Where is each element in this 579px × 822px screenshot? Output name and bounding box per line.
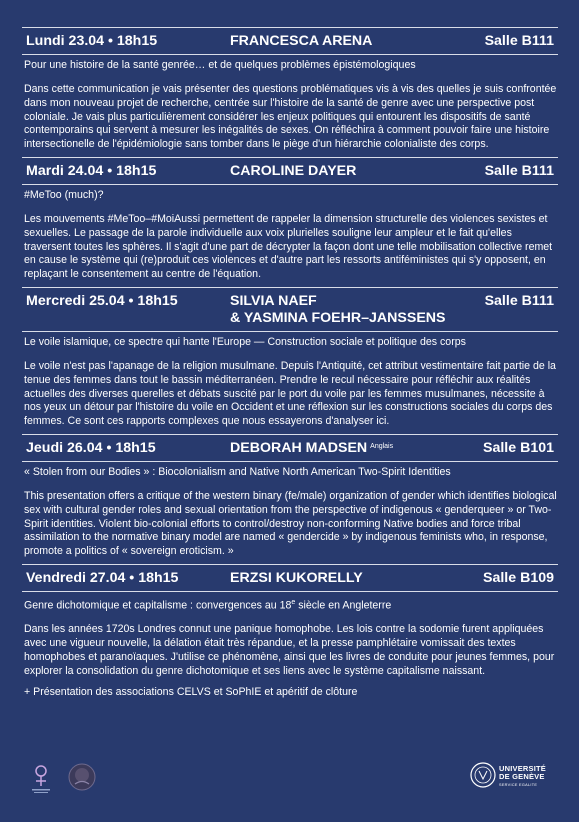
event-title [22, 592, 558, 613]
event-date: Mardi 24.04 • 18h15 [26, 162, 157, 179]
event-speakers [230, 293, 476, 327]
event-title: #MeToo (much)? [24, 188, 104, 201]
university-service: SERVICE EGALITE [499, 783, 538, 787]
event-date: Jeudi 26.04 • 18h15 [26, 439, 156, 456]
event-room: Salle B111 [484, 33, 554, 49]
event-abstract: This presentation offers a critique of the western binary (fe/male) organization of gender which identifies biological sex with cultural gender roles and sexual orientation from the perspective of indigenous « genderqueer » or Two-Spirit identities. Violent bio-colonial efforts to control/destroy non-conforming Native bodies and force tribal assimilation to the normative binary model are named « gendercide » by indigenous feminists who, in response, promote a politics of « sovereign eroticism. » [24, 489, 557, 558]
event-abstract: Dans cette communication je vais présenter des questions problématiques vis à vis des quelles je suis confrontée dans mon nouveau projet de recherche, centrée sur l'histoire de la santé de genre avec une perspective post coloniale. Je vais plus particulièrement considérer les enjeux politiques qui entourent les dispositifs de santé contemporains qui servent à mesurer les inégalités de sexes. On réfléchira à comment pouvoir faire une histoire intersectionelle de l'épidémiologie sans tomber dans le piège d'un hiérarchie colonialiste des corps. [24, 83, 557, 151]
event-header [22, 565, 558, 591]
university-line2: DE GENÈVE [499, 772, 545, 781]
event-room: Salle B111 [484, 292, 554, 309]
closing-note: + Présentation des associations CELVS et SoPhIE et apéritif de clôture [24, 685, 358, 698]
event-speaker: FRANCESCA ARENA [230, 33, 373, 49]
event-wednesday [22, 287, 558, 434]
celvs-logo-icon [30, 764, 52, 796]
event-abstract: Dans les années 1720s Londres connut une panique homophobe. Les lois contre la sodomie furent appliquées avec une vigueur nouvelle, la délation était très répandue, et la presse pamphlétaire vomissait des textes homophobes et paranoïaques. J'utilise ce phénomène, ainsi que les livres de conduite pour jeunes femmes, pour explorer la consolidation du genre dichotomique et ses liens avec le système capitalisme naissant. [24, 623, 555, 677]
event-speaker: DEBORAH MADSEN [230, 439, 368, 456]
event-date: Vendredi 27.04 • 18h15 [26, 569, 179, 586]
university-name [499, 765, 546, 781]
university-line1: UNIVERSITÉ [499, 764, 547, 773]
event-thursday [22, 434, 558, 564]
event-header [22, 435, 558, 461]
event-room: Salle B111 [484, 162, 554, 179]
footer-logos [0, 762, 579, 802]
event-title-post: siècle en Angleterre [295, 599, 392, 612]
event-room: Salle B109 [483, 569, 554, 586]
event-header [22, 28, 558, 54]
event-title-pre: Genre dichotomique et capitalisme : convergences au 18 [24, 599, 292, 612]
event-title: Pour une histoire de la santé genrée… et de quelques problèmes épistémologiques [24, 59, 416, 71]
event-tuesday [22, 157, 558, 287]
event-speaker-2: & YASMINA FOEHR–JANSSENS [230, 309, 446, 326]
event-abstract: Le voile n'est pas l'apanage de la religion musulmane. Depuis l'Antiquité, cet attribut vestimentaire fait partie de la tenue des femmes dans tout le bassin méditerranéen. Prendre le recul nécessaire pour réfléchir aux réalités actuelles des diverses querelles et débats suscité par le port du voile par les femmes musulmanes, nécessite à nos yeux un détour par l'histoire du voile en Occident et une réflexion sur les constructions sociales du corps des femmes. Ce sont ces rapports complexes que nous essayerons d'analyser ici. [24, 359, 556, 428]
event-speaker: ERZSI KUKORELLY [230, 569, 363, 586]
unige-logo [470, 762, 562, 796]
event-abstract: Les mouvements #MeToo–#MoiAussi permettent de rappeler la dimension structurelle des violences sexistes et sexuelles. Le passage de la parole individuelle aux voix plurielles souligne leur ampleur et le fait qu'elles traversent toutes les sphères. Il s'agit d'une part de décrypter la façon dont une telle mobilisation collective remet en cause le système qui (re)produit ces violences et d'autre part les ressorts antiféministes qui s'y opposent, en replaçant le consentement au centre de l'équation. [24, 212, 553, 281]
event-date: Lundi 23.04 • 18h15 [26, 33, 158, 49]
event-date: Mercredi 25.04 • 18h15 [26, 292, 178, 309]
event-room: Salle B101 [483, 439, 554, 456]
event-friday [22, 564, 558, 679]
event-title: « Stolen from our Bodies » : Biocolonialism and Native North American Two-Spirit Identities [24, 465, 451, 478]
sophie-logo-icon [67, 762, 97, 792]
event-speaker: CAROLINE DAYER [230, 162, 357, 179]
event-monday [22, 27, 558, 157]
unige-seal-icon [470, 762, 496, 788]
event-title: Le voile islamique, ce spectre qui hante l'Europe — Construction sociale et politique des corps [24, 335, 466, 348]
language-note: Anglais [370, 442, 394, 450]
event-header [22, 158, 558, 184]
event-title-sup: e [291, 598, 296, 606]
event-speaker-wrap [230, 440, 476, 457]
program-page [22, 27, 558, 699]
event-speaker: SILVIA NAEF [230, 292, 317, 309]
event-header [22, 288, 558, 331]
